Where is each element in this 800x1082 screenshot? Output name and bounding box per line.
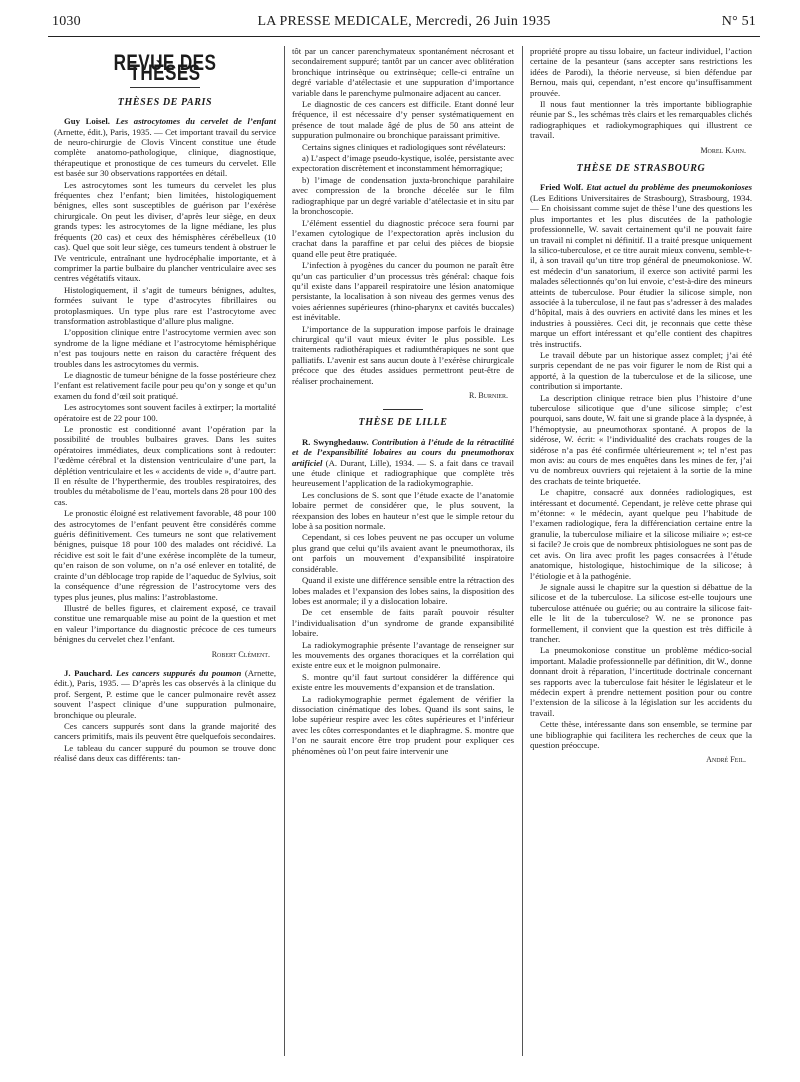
paragraph: Le pronostic éloigné est relativement favorable, 48 pour 100 des astrocytomes de l’enfant peuvent être considérés comme guéris définitivement. Ces tumeurs ne sont que relativement bénignes, puisque 18 pour 100 des malades ont récidivé. La récidive est soit le fait d’une exérèse incomplète de la tumeur, qu’en raison de son volume, on n’a osé enlever en totalité, de crainte d’un déblocage trop rapide de l’aqueduc de Sylvius, soit la conséquence d’une régression de l’astrocytome vers des types plus jeunes, plus malins: l’astroblastome. — [54, 508, 276, 602]
paragraph: Cependant, si ces lobes peuvent ne pas occuper un volume plus grand que celui qu’ils avaient avant le pneumothorax, ils ont parfois un mouvement d’expansibilité inspiratoire considérable. — [292, 532, 514, 574]
review-intro-text: (Arnette, édit.), Paris, 1935. — Cet important travail du service de neuro-chirurgie de Clovis Vincent constitue une étude complète anatomo-pathologique, clinique, diagnostique, thérapeutique et pronostique de ces tumeurs du cervelet. Elle est basée sur 30 observations rapportées en détail. — [54, 126, 276, 179]
page-number: 1030 — [52, 14, 81, 29]
paragraph: L’élément essentiel du diagnostic précoce sera fourni par l’examen cytologique de l’expectoration après inclusion du crachat dans la paraffine et par celui des pièces de biopsie quand elle peut être pratiquée. — [292, 217, 514, 259]
heading-theses-paris: THÈSES DE PARIS — [117, 96, 213, 108]
column-divider — [284, 46, 285, 1056]
paragraph: Je signale aussi le chapitre sur la question si débattue de la silicose et de la tuberculose. La silicose est-elle toujours une tuberculose atténuée ou guérie; ou au contraire la silicose fait-elle le lit de la tuberculose? W. ne se prononce pas formellement, il convient que la question est très difficile à trancher. — [530, 581, 752, 644]
paragraph: De cet ensemble de faits paraît pouvoir résulter l’individualisation d’un syndrome de grande expansibilité lobaire. — [292, 607, 514, 639]
review-pauchard-intro — [54, 668, 276, 720]
paragraph: La pneumokoniose constitue un problème médico-social important. Maladie professionnelle par définition, dit W., donne donnant droit à réparation, l’incertitude doctrinale concernant ses rapports avec la tuberculose fait hésiter le législateur et le médecin expert à prendre nettement position pour ou contre l’extension de la silicose à la législation sur les accidents du travail. — [530, 645, 752, 718]
running-header — [48, 6, 760, 37]
paragraph: Illustré de belles figures, et clairement exposé, ce travail constitue une remarquable mise au point de la question et met en valeur l’importance du diagnostic précoce de ces tumeurs bénignes du cervelet chez l’enfant. — [54, 602, 276, 645]
paragraph: Le tableau du cancer suppuré du poumon se trouve donc réalisé dans deux cas différents: tan- — [54, 742, 276, 764]
paragraph: Quand il existe une différence sensible entre la rétraction des lobes malades et l’expansion des lobes sains, la disposition des lobes est anormale; il y a dislocation lobaire. — [292, 575, 514, 606]
review-loisel-intro — [54, 116, 276, 178]
heading-these-lille: THÈSE DE LILLE — [358, 417, 448, 429]
paragraph: L’importance de la suppuration impose parfois le drainage chirurgical qu’il vaut mieux éviter le plus possible. Les traitements radiothérapiques et radiumthérapiques ne sont que palliatifs. L’avenir est sans aucun doute à l’exérèse chirurgicale précoce que des études assidues permettront peut-être de réaliser prochainement. — [292, 323, 514, 386]
separator-rule — [383, 409, 423, 410]
column-divider — [522, 46, 523, 1056]
journal-title: LA PRESSE MEDICALE, Mercredi, 26 Juin 1935 — [257, 14, 551, 29]
paragraph: S. montre qu’il faut surtout considérer la différence qui existe entre les mouvements d’expansion et de translation. — [292, 671, 514, 693]
column-1 — [54, 46, 276, 1056]
section-title: REVUE DES THÈSES — [113, 50, 217, 86]
reviewer-signature: Morel Kahn. — [700, 145, 746, 155]
review-title: Les cancers suppurés du poumon — [116, 667, 242, 678]
journal-page — [48, 6, 760, 765]
paragraph: Le chapitre, consacré aux données radiologiques, est intéressant et documenté. Cependant, je relève cette phrase qui m’étonne: « le médecin, ayant quelque peu l’habitude de l’examen radiologique, fera la différenciation certaine entre la granulie, la tuberculose miliaire et la silicose miliaire »; est-ce si facile? Je crois que de nombreux phtisiologues ne sont pas de cet avis. On lira avec profit les pages consacrées à l’étude anatomique, histologique, histochimique de la silicose; à l’étiologie et à la pathogénie. — [530, 487, 752, 581]
paragraph: Les conclusions de S. sont que l’étude exacte de l’anatomie lobaire permet de considérer que, le plus souvent, la réexpansion des lobes en hauteur n’est que le simple retour du lobe à sa position normale. — [292, 489, 514, 532]
paragraph: Il nous faut mentionner la très importante bibliographie réunie par S., les schémas très clairs et les remarquables clichés radiographiques et radiokymographiques qui illustrent ce travail. — [530, 99, 752, 141]
paragraph: Le diagnostic de ces cancers est difficile. Etant donné leur fréquence, il est nécessaire d’y penser systématiquement en présence de tout malade âgé de plus de 50 ans atteint de suppuration pulmonaire ou bronchique paraissant primitive. — [292, 99, 514, 141]
column-3 — [530, 46, 752, 1056]
paragraph: La radiokymographie présente l’avantage de renseigner sur les mouvements des organes thoraciques et la corrélation qui existe entre eux et le moignon pulmonaire. — [292, 639, 514, 671]
heading-these-strasbourg: THÈSE DE STRASBOURG — [576, 163, 706, 175]
review-swynghedauw-intro — [292, 437, 514, 489]
paragraph: L’infection à pyogènes du cancer du poumon ne paraît être qu’un cas particulier d’un processus très général: chaque fois qu’il existe dans l’appareil respiratoire une lésion anatomique persistante, la localisation à son niveau des germes venus des voies aériennes supérieures (rhino-pharynx et cavités buccales) est inévitable. — [292, 260, 514, 323]
reviewer-signature: R. Burnier. — [468, 391, 508, 400]
paragraph: tôt par un cancer parenchymateux spontanément nécrosant et secondairement suppuré; tantôt par un cancer avec oblitération bronchique intrinsèque ou extrinsèque; celle-ci entraîne un degré variable d’atélectasie et une suppuration d’importance variable dans le parenchyme pulmonaire adjacent au cancer. — [292, 46, 514, 98]
review-intro-text: (Les Editions Universitaires de Strasbourg), Strasbourg, 1934. — En choisissant comme sujet de thèse l’une des questions les plus importantes et les plus discutées de la pathologie professionnelle, W. savait certainement qu’il ne pouvait faire un travail ni complet ni définitif. Il a traité presque uniquement la silico-tuberculose, et ce titre aurait mieux convenu, semble-t-il, à son travail qu’un titre trop général de pneumokoniose. W. est médecin d’un sanatorium, il exerce son activité parmi les malades sélectionnés qu’on lui envoie, c’est-à-dire des mineurs atteints de tuberculose. Pour étudier la silicose simple, non associée à la tuberculose, il ne faut pas s’adresser à des malades d’hôpital, mais à des ouvriers en activité dans les mines et les industries à poussières. Ceci dit, je reconnais que cette thèse marque un effort intéressant et qu’elle contient des chapitres très instructifs. — [530, 192, 752, 349]
paragraph: Le diagnostic de tumeur bénigne de la fosse postérieure chez l’enfant est relativement facile pour peu qu’on y songe et qu’un examen du fond d’œil soit pratiqué. — [54, 369, 276, 401]
column-2 — [292, 46, 514, 1056]
paragraph: Le pronostic est conditionné avant l’opération par la possibilité de troubles bulbaires graves. Dans les suites opératoires immédiates, deux complications sont à redouter: l’œdème cérébral et la distension ventriculaire d’une part, la déplétion ventriculaire et les « accidents de vide », d’autre part. Il en résulte de l’hyperthermie, des troubles respiratoires, des troubles du métabolisme de l’eau, mortels dans 28 pour 100 des cas. — [54, 424, 276, 507]
paragraph: La description clinique retrace bien plus l’histoire d’une tuberculose silicotique que d’une silicose simple; c’est pourquoi, sans doute, W. fait une si grande place à la dyspnée, à l’hémoptysie, au pneumothorax spontané. A propos de la sidérose, W. écrit: « l’individualité des crachats rouges de la sidérose n’a pas été confirmée ultérieurement »; tel n’est pas mon avis: au cours de mes enquêtes dans les mines de fer, j’ai vu de nombreux ouvriers qui rejetaient à la sortie de la mine des crachats de teinte briquetée. — [530, 392, 752, 486]
paragraph: a) L’aspect d’image pseudo-kystique, isolée, persistante avec expectoration discrètement et inconstamment hémorragique; — [292, 153, 514, 174]
review-title: Etat actuel du problème des pneumokonioses — [586, 182, 752, 193]
review-intro-text: (Arnette, édit.), Paris, 1935. — D’après les cas observés à la clinique du prof. Sergent, P. estime que le cancer pulmonaire revêt assez souvent l’aspect clinique d’une suppuration pulmonaire, bronchique ou pleurale. — [54, 667, 276, 720]
paragraph: Les astrocytomes sont souvent faciles à extirper; la mortalité opératoire est de 22 pour 100. — [54, 402, 276, 423]
review-author: Guy Loisel. — [64, 116, 110, 127]
review-wolf-intro — [530, 182, 752, 349]
review-title: Les astrocytomes du cervelet de l’enfant — [115, 116, 276, 127]
paragraph: Le travail débute par un historique assez complet; j’ai été surpris cependant de ne pas voir figurer le nom de Rist qui a apporté, à la question de la tuberculose et de la silicose, une contribution si importante. — [530, 349, 752, 392]
review-author: Fried Wolf. — [540, 182, 584, 193]
paragraph: Les astrocytomes sont les tumeurs du cervelet les plus fréquentes chez l’enfant; bien limitées, histologiquement bénignes, elles sont susceptibles de guérison par l’exérèse chirurgicale. On peut les diviser, d’après leur siège, en deux grands types: les astrocytomes de la ligne médiane, les plus fréquents (20 cas) et ceux des hémisphères cérébelleux (10 cas). Quel que soit leur siège, ces tumeurs tendent à obstruer le IVe ventricule, entraînant une hydrocéphalie importante, et à comprimer la partie bulbaire du plancher ventriculaire avec ses centres végétatifs vitaux. — [54, 179, 276, 284]
paragraph: propriété propre au tissu lobaire, un facteur individuel, l’action certaine de la pesanteur (sans accepter sans restrictions les idées de Parodi), la théorie nerveuse, si bien défendue par Bernou, mais qui, cependant, n’est encore qu’insuffisamment prouvée. — [530, 46, 752, 98]
review-title: Contribution à l’étude de la rétractilité et de l’expansibilité lobaires au cours du pneumothorax artificiel — [292, 436, 514, 468]
paragraph: b) l’image de condensation juxta-bronchique parahilaire avec compression de la bronche décelée sur le film radiographique par un degré variable d’atélectasie et in situ par la bronchoscopie. — [292, 174, 514, 217]
reviewer-signature: Robert Clément. — [211, 649, 270, 659]
paragraph: L’opposition clinique entre l’astrocytome vermien avec son syndrome de la ligne médiane et l’astrocytome hémisphérique n’est pas toujours nette en raison du caractère fréquent des troubles dans les astrocytomes du vermis. — [54, 327, 276, 369]
paragraph: Ces cancers suppurés sont dans la grande majorité des cancers primitifs, mais ils peuvent être quelquefois secondaires. — [54, 720, 276, 742]
paragraph: Histologiquement, il s’agit de tumeurs bénignes, adultes, formées suivant le type d’astrocytes fibrillaires ou protoplasmiques. Un type plus rare est l’astrocytome avec transformation astroblastique d’allure plus maligne. — [54, 284, 276, 326]
review-intro-text: (A. Durant, Lille), 1934. — S. a fait dans ce travail une étude clinique et radiographique que complète très heureusement l’application de la radiokymographie. — [292, 457, 514, 489]
section-rule — [130, 87, 200, 88]
issue-number: N° 51 — [721, 14, 756, 29]
review-author: R. Swynghedauw. — [302, 436, 369, 447]
article-columns — [48, 46, 760, 1056]
reviewer-signature: André Feil. — [706, 755, 746, 765]
paragraph: Certains signes cliniques et radiologiques sont révélateurs: — [302, 141, 506, 152]
paragraph: La radiokymographie permet également de vérifier la dissociation cinématique des lobes. Quand ils sont sains, le lobe supérieur respire avec les côtes supérieures et l’inférieur avec les côtes correspondantes et le diaphragme. S. montre que l’on ne saurait encore être trop prudent pour expliquer ces phénomènes où l’on peut faire intervenir une — [292, 693, 514, 756]
paragraph: Cette thèse, intéressante dans son ensemble, se termine par une bibliographie qui facilitera les recherches de ceux que la question préoccupe. — [530, 719, 752, 750]
review-author: J. Pauchard. — [64, 667, 113, 678]
